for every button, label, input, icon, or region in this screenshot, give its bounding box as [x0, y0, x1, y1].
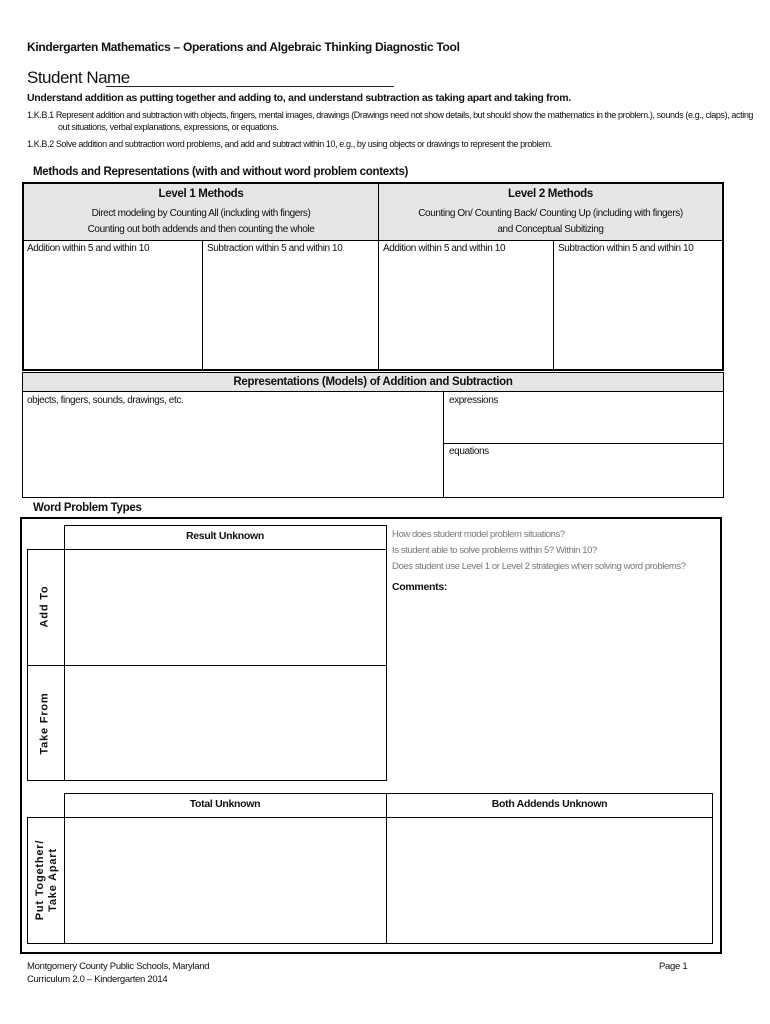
both-addends-unknown-header: Both Addends Unknown [491, 798, 608, 810]
put-together-label [34, 825, 60, 935]
footer-org: Montgomery County Public Schools, Maryland [27, 961, 210, 972]
page-number: Page 1 [659, 961, 688, 972]
total-header-divider [27, 817, 712, 818]
objects-label: objects, fingers, sounds, drawings, etc. [27, 395, 184, 406]
document-title: Kindergarten Mathematics – Operations and Algebraic Thinking Diagnostic Tool [27, 40, 460, 54]
student-name-field[interactable] [106, 86, 394, 87]
expressions-divider [443, 443, 723, 444]
equations-label: equations [449, 446, 489, 457]
corner-cell [27, 525, 65, 550]
student-name-label: Student Name [27, 68, 130, 87]
corner-cell-2 [27, 793, 65, 817]
level1-subtraction-label: Subtraction within 5 and within 10 [207, 243, 343, 254]
methods-heading: Methods and Representations (with and without word problem contexts) [33, 166, 409, 178]
level2-desc-1: Counting On/ Counting Back/ Counting Up (including with fingers) [418, 208, 683, 219]
level2-subtraction-label: Subtraction within 5 and within 10 [558, 243, 694, 254]
prompt-question-1: How does student model problem situations? [392, 529, 565, 540]
put-together-line-2: Take Apart [47, 848, 59, 912]
prompt-question-3: Does student use Level 1 or Level 2 strategies when solving word problems? [392, 561, 686, 572]
standard-1-line-1: 1.K.B.1 Represent addition and subtraction with objects, fingers, mental images, drawings (Drawings need not show details, but should show the mathematics in the problem.), sounds (e.g., claps), acting [27, 110, 754, 120]
representations-title: Representations (Models) of Addition and Subtraction [23, 373, 723, 392]
standard-2: 1.K.B.2 Solve addition and subtraction word problems, and add and subtract within 10, e.g., by using objects or drawings to represent the problem. [27, 139, 552, 149]
word-problems-heading: Word Problem Types [33, 502, 142, 514]
put-together-line-1: Put Together/ [34, 839, 46, 921]
level1-addition-label: Addition within 5 and within 10 [27, 243, 150, 254]
row-label-divider [64, 525, 65, 780]
footer-curriculum: Curriculum 2.0 – Kindergarten 2014 [27, 974, 168, 985]
level2-col-divider [553, 241, 554, 369]
level2-desc-2: and Conceptual Subitizing [497, 224, 604, 235]
add-take-divider [27, 665, 386, 666]
level1-col-divider [202, 241, 203, 369]
representations-divider [443, 392, 444, 497]
row-label-divider-2 [64, 793, 65, 943]
total-both-divider [386, 793, 387, 943]
standard-1-line-2: out situations, verbal explanations, expressions, or equations. [58, 122, 279, 132]
level1-title: Level 1 Methods [158, 188, 244, 200]
level1-desc-2: Counting out both addends and then counting the whole [87, 224, 315, 235]
take-from-label: Take From [38, 692, 51, 755]
expressions-label: expressions [449, 395, 498, 406]
put-together-table [27, 793, 713, 944]
prompt-question-2: Is student able to solve problems within 5? Within 10? [392, 545, 597, 556]
add-to-label: Add To [38, 585, 51, 628]
comments-label: Comments: [392, 581, 448, 593]
total-unknown-header: Total Unknown [189, 798, 261, 810]
cluster-statement: Understand addition as putting together and adding to, and understand subtraction as taking apart and taking from. [27, 92, 571, 104]
result-header-divider [27, 549, 386, 550]
result-unknown-header: Result Unknown [185, 530, 265, 542]
level2-title: Level 2 Methods [508, 188, 593, 200]
level1-desc-1: Direct modeling by Counting All (including with fingers) [91, 208, 311, 219]
result-unknown-table [27, 525, 387, 781]
level2-addition-label: Addition within 5 and within 10 [383, 243, 506, 254]
